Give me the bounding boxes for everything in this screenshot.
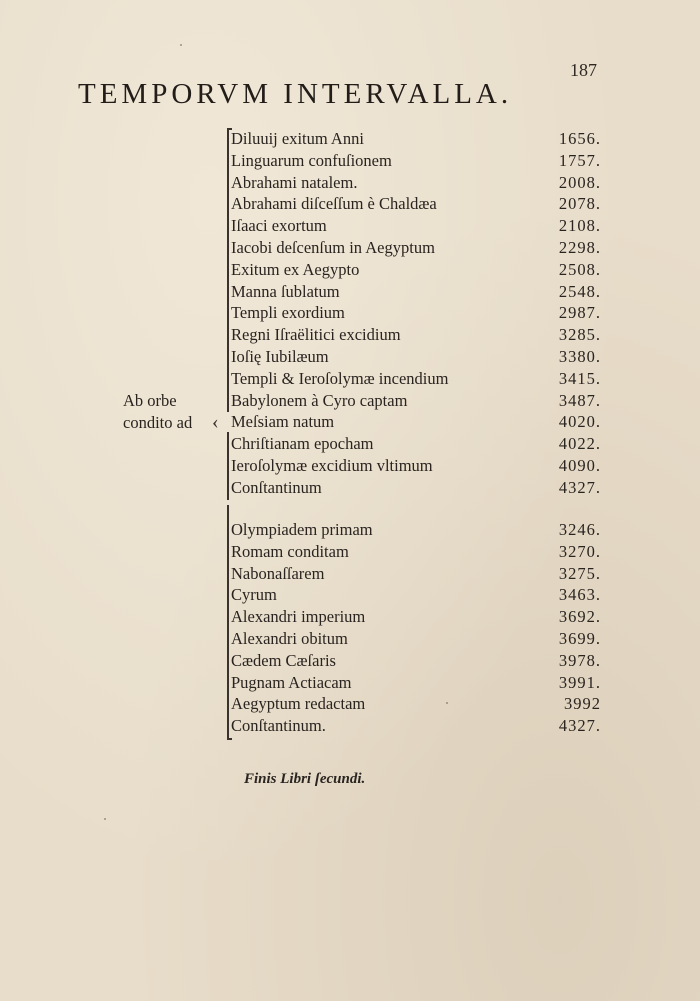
entry-row	[231, 128, 611, 150]
entry-year: 2298.	[558, 237, 601, 257]
entry-row	[231, 541, 611, 563]
entry-name: Ioſię Iubilæum	[231, 346, 329, 366]
entry-row	[231, 346, 611, 368]
entry-name: Alexandri obitum	[231, 628, 348, 648]
entry-row	[231, 302, 611, 324]
entry-name: Manna ſublatum	[231, 281, 340, 301]
entry-name: Pugnam Actiacam	[231, 672, 352, 692]
entry-year: 3415.	[558, 368, 601, 388]
entry-name: Templi exordium	[231, 303, 345, 323]
entry-year: 4327.	[558, 716, 601, 736]
closing-line: Finis Libri ſecundi.	[244, 771, 366, 787]
bracket-line-group-2	[227, 505, 229, 739]
entry-year: 3699.	[558, 628, 601, 648]
entry-row	[231, 411, 611, 433]
entry-row	[231, 433, 611, 455]
entry-row	[231, 237, 611, 259]
entry-row	[231, 693, 611, 715]
side-label-line-2: condito ad	[123, 413, 193, 432]
entry-row	[231, 215, 611, 237]
entry-row	[231, 172, 611, 194]
entry-year: 2987.	[558, 303, 601, 323]
entry-row	[231, 606, 611, 628]
entry-name: Abrahami natalem.	[231, 172, 358, 192]
entry-year: 4020.	[558, 412, 601, 432]
print-speck	[180, 44, 182, 46]
side-label	[123, 390, 192, 434]
entry-name: Diluuij exitum Anni	[231, 129, 364, 148]
entry-year: 3380.	[558, 346, 601, 366]
entry-name: Templi & Ieroſolymæ incendium	[231, 368, 449, 388]
entry-year: 2078.	[558, 194, 601, 214]
print-speck	[104, 818, 106, 820]
entry-year: 4327.	[558, 477, 601, 497]
entry-row	[231, 259, 611, 281]
entry-year: 2548.	[558, 281, 601, 301]
entry-name: Conſtantinum.	[231, 716, 326, 736]
entry-row	[231, 324, 611, 346]
entry-name: Linguarum confuſionem	[231, 150, 392, 170]
entry-row	[231, 193, 611, 215]
entry-name: Olympiadem primam	[231, 520, 373, 539]
entry-name: Meſsiam natum	[231, 412, 335, 432]
entry-name: Conſtantinum	[231, 477, 322, 497]
entry-year: 3991.	[558, 672, 601, 692]
running-title: TEMPORVM INTERVALLA.	[78, 78, 513, 110]
entry-year: 2508.	[558, 259, 601, 279]
entry-name: Romam conditam	[231, 541, 349, 561]
entry-year: 3270.	[558, 541, 601, 561]
entry-row	[231, 281, 611, 303]
entry-name: Cædem Cæſaris	[231, 650, 336, 670]
entry-name: Alexandri imperium	[231, 607, 366, 627]
print-speck	[446, 702, 448, 704]
entry-year: 4090.	[558, 455, 601, 475]
entry-row	[231, 368, 611, 390]
entry-row	[231, 628, 611, 650]
entry-row	[231, 563, 611, 585]
entry-year: 4022.	[558, 434, 601, 454]
entry-name: Babylonem à Cyro captam	[231, 390, 408, 410]
entry-year: 3275.	[558, 563, 601, 583]
entry-name: Nabonaſſarem	[231, 563, 325, 583]
entry-name: Aegyptum redactam	[231, 694, 366, 714]
brace-line-lower	[227, 432, 229, 500]
entry-name: Exitum ex Aegypto	[231, 259, 360, 279]
entry-name: Abrahami diſceſſum è Chaldæa	[231, 194, 437, 214]
entry-row	[231, 455, 611, 477]
entries-group-2	[231, 519, 611, 737]
brace-point: ‹	[212, 411, 219, 433]
entry-year: 3463.	[558, 585, 601, 605]
entry-year: 3978.	[558, 650, 601, 670]
entry-name: Iſaaci exortum	[231, 216, 327, 236]
entry-row	[231, 150, 611, 172]
entry-name: Chriſtianam epocham	[231, 434, 374, 454]
side-label-line-1: Ab orbe	[123, 391, 177, 410]
entry-row	[231, 584, 611, 606]
entry-year: 2008.	[558, 172, 601, 192]
entry-year: 1757.	[558, 150, 601, 170]
entry-year: 3692.	[558, 607, 601, 627]
entry-row	[231, 519, 611, 541]
entries-group-1	[231, 128, 611, 499]
entry-year: 1656.	[558, 129, 601, 148]
entry-name: Regni Iſraëlitici excidium	[231, 325, 401, 345]
entry-row	[231, 390, 611, 412]
entry-year: 3487.	[558, 390, 601, 410]
entry-year: 3992	[564, 694, 601, 714]
entry-year: 2108.	[558, 216, 601, 236]
entry-row	[231, 672, 611, 694]
entry-year: 3285.	[558, 325, 601, 345]
entry-name: Ieroſolymæ excidium vltimum	[231, 455, 433, 475]
page-number: 187	[570, 60, 597, 80]
entry-name: Iacobi deſcenſum in Aegyptum	[231, 237, 435, 257]
entry-row	[231, 650, 611, 672]
brace-line-upper	[227, 128, 229, 412]
bracket-cap-bottom	[227, 738, 232, 740]
entry-name: Cyrum	[231, 585, 277, 605]
entry-row	[231, 477, 611, 499]
entry-year: 3246.	[558, 520, 601, 539]
entry-row	[231, 715, 611, 737]
